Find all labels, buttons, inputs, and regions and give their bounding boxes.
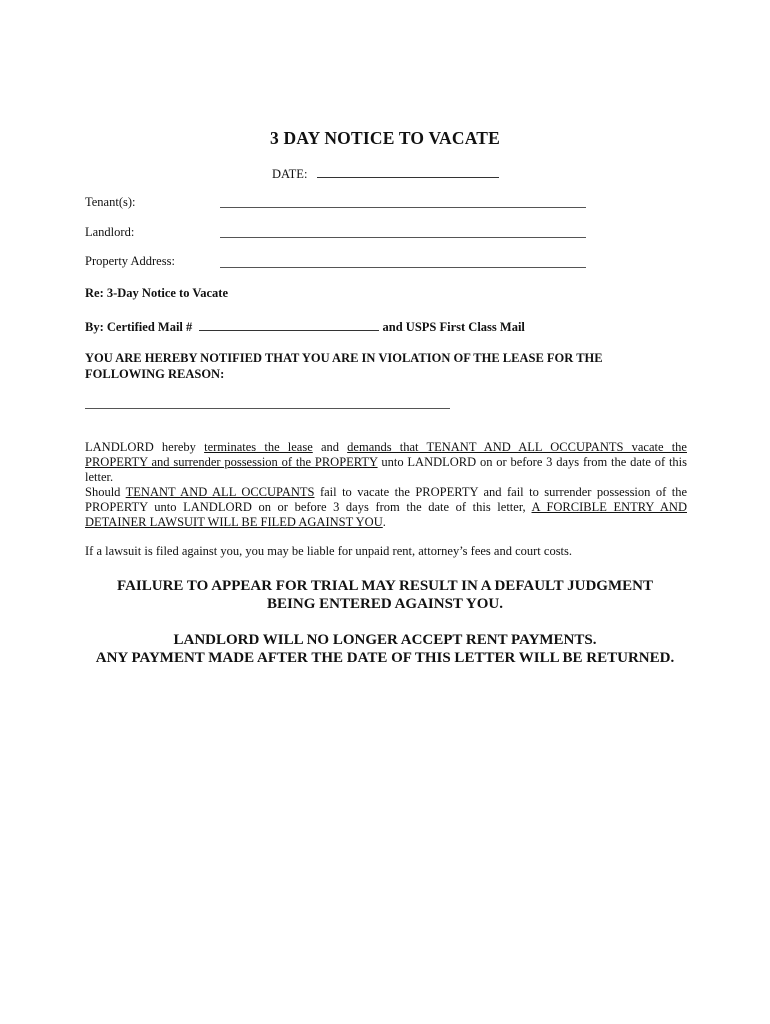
property-address-blank-line[interactable] [220,267,586,268]
tenants-blank-line[interactable] [220,207,586,208]
para2-text-3: . [382,515,386,529]
by-line-suffix: and USPS First Class Mail [382,320,525,334]
para1-text-2: and [312,440,348,454]
para2-underlined-1: TENANT AND ALL OCCUPANTS [125,485,315,499]
termination-paragraph [85,440,687,485]
by-line-prefix: By: Certified Mail # [85,320,193,334]
para1-underlined-2: demands that TENANT AND ALL OCCUPANTS vacate the PROPERTY and surrender possession of the PROPERTY [85,440,687,469]
re-line: Re: 3-Day Notice to Vacate [85,286,229,300]
lawsuit-warning-paragraph [85,485,687,530]
landlord-label: Landlord: [85,225,135,239]
default-judgment-warning [0,577,770,613]
date-label: DATE: [272,167,308,181]
violation-notice: YOU ARE HEREBY NOTIFIED THAT YOU ARE IN VIOLATION OF THE LEASE FOR THE FOLLOWING REASON: [85,351,603,381]
rent-payment-line-2: ANY PAYMENT MADE AFTER THE DATE OF THIS LETTER WILL BE RETURNED. [95,650,675,666]
default-judgment-line-2: BEING ENTERED AGAINST YOU. [267,596,503,612]
reason-blank-line[interactable] [85,408,450,409]
para2-text-2: fail to vacate the PROPERTY and fail to surrender possession of the PROPERTY unto LANDLORD on or before 3 days from the date of this letter, [85,485,687,514]
property-address-label: Property Address: [85,254,175,268]
date-blank-line[interactable] [317,165,499,178]
rent-payment-line-1: LANDLORD WILL NO LONGER ACCEPT RENT PAYMENTS. [173,632,597,648]
by-line [85,318,525,335]
default-judgment-line-1: FAILURE TO APPEAR FOR TRIAL MAY RESULT IN A DEFAULT JUDGMENT [117,578,653,594]
certified-mail-blank-line[interactable] [199,318,379,331]
para1-text-1: LANDLORD hereby [85,440,205,454]
rent-payment-warning [0,631,770,667]
para1-text-3: unto LANDLORD on or before 3 days from the date of this letter. [85,455,688,484]
tenants-label: Tenant(s): [85,195,136,209]
landlord-blank-line[interactable] [220,237,586,238]
para1-underlined-1: terminates the lease [204,440,313,454]
para2-text-1: Should [85,485,126,499]
document-title: 3 DAY NOTICE TO VACATE [269,128,501,148]
liability-paragraph: If a lawsuit is filed against you, you may be liable for unpaid rent, attorney’s fees and court costs. [85,544,573,558]
para2-underlined-2: A FORCIBLE ENTRY AND DETAINER LAWSUIT WILL BE FILED AGAINST YOU [85,500,687,529]
date-row [272,165,499,182]
